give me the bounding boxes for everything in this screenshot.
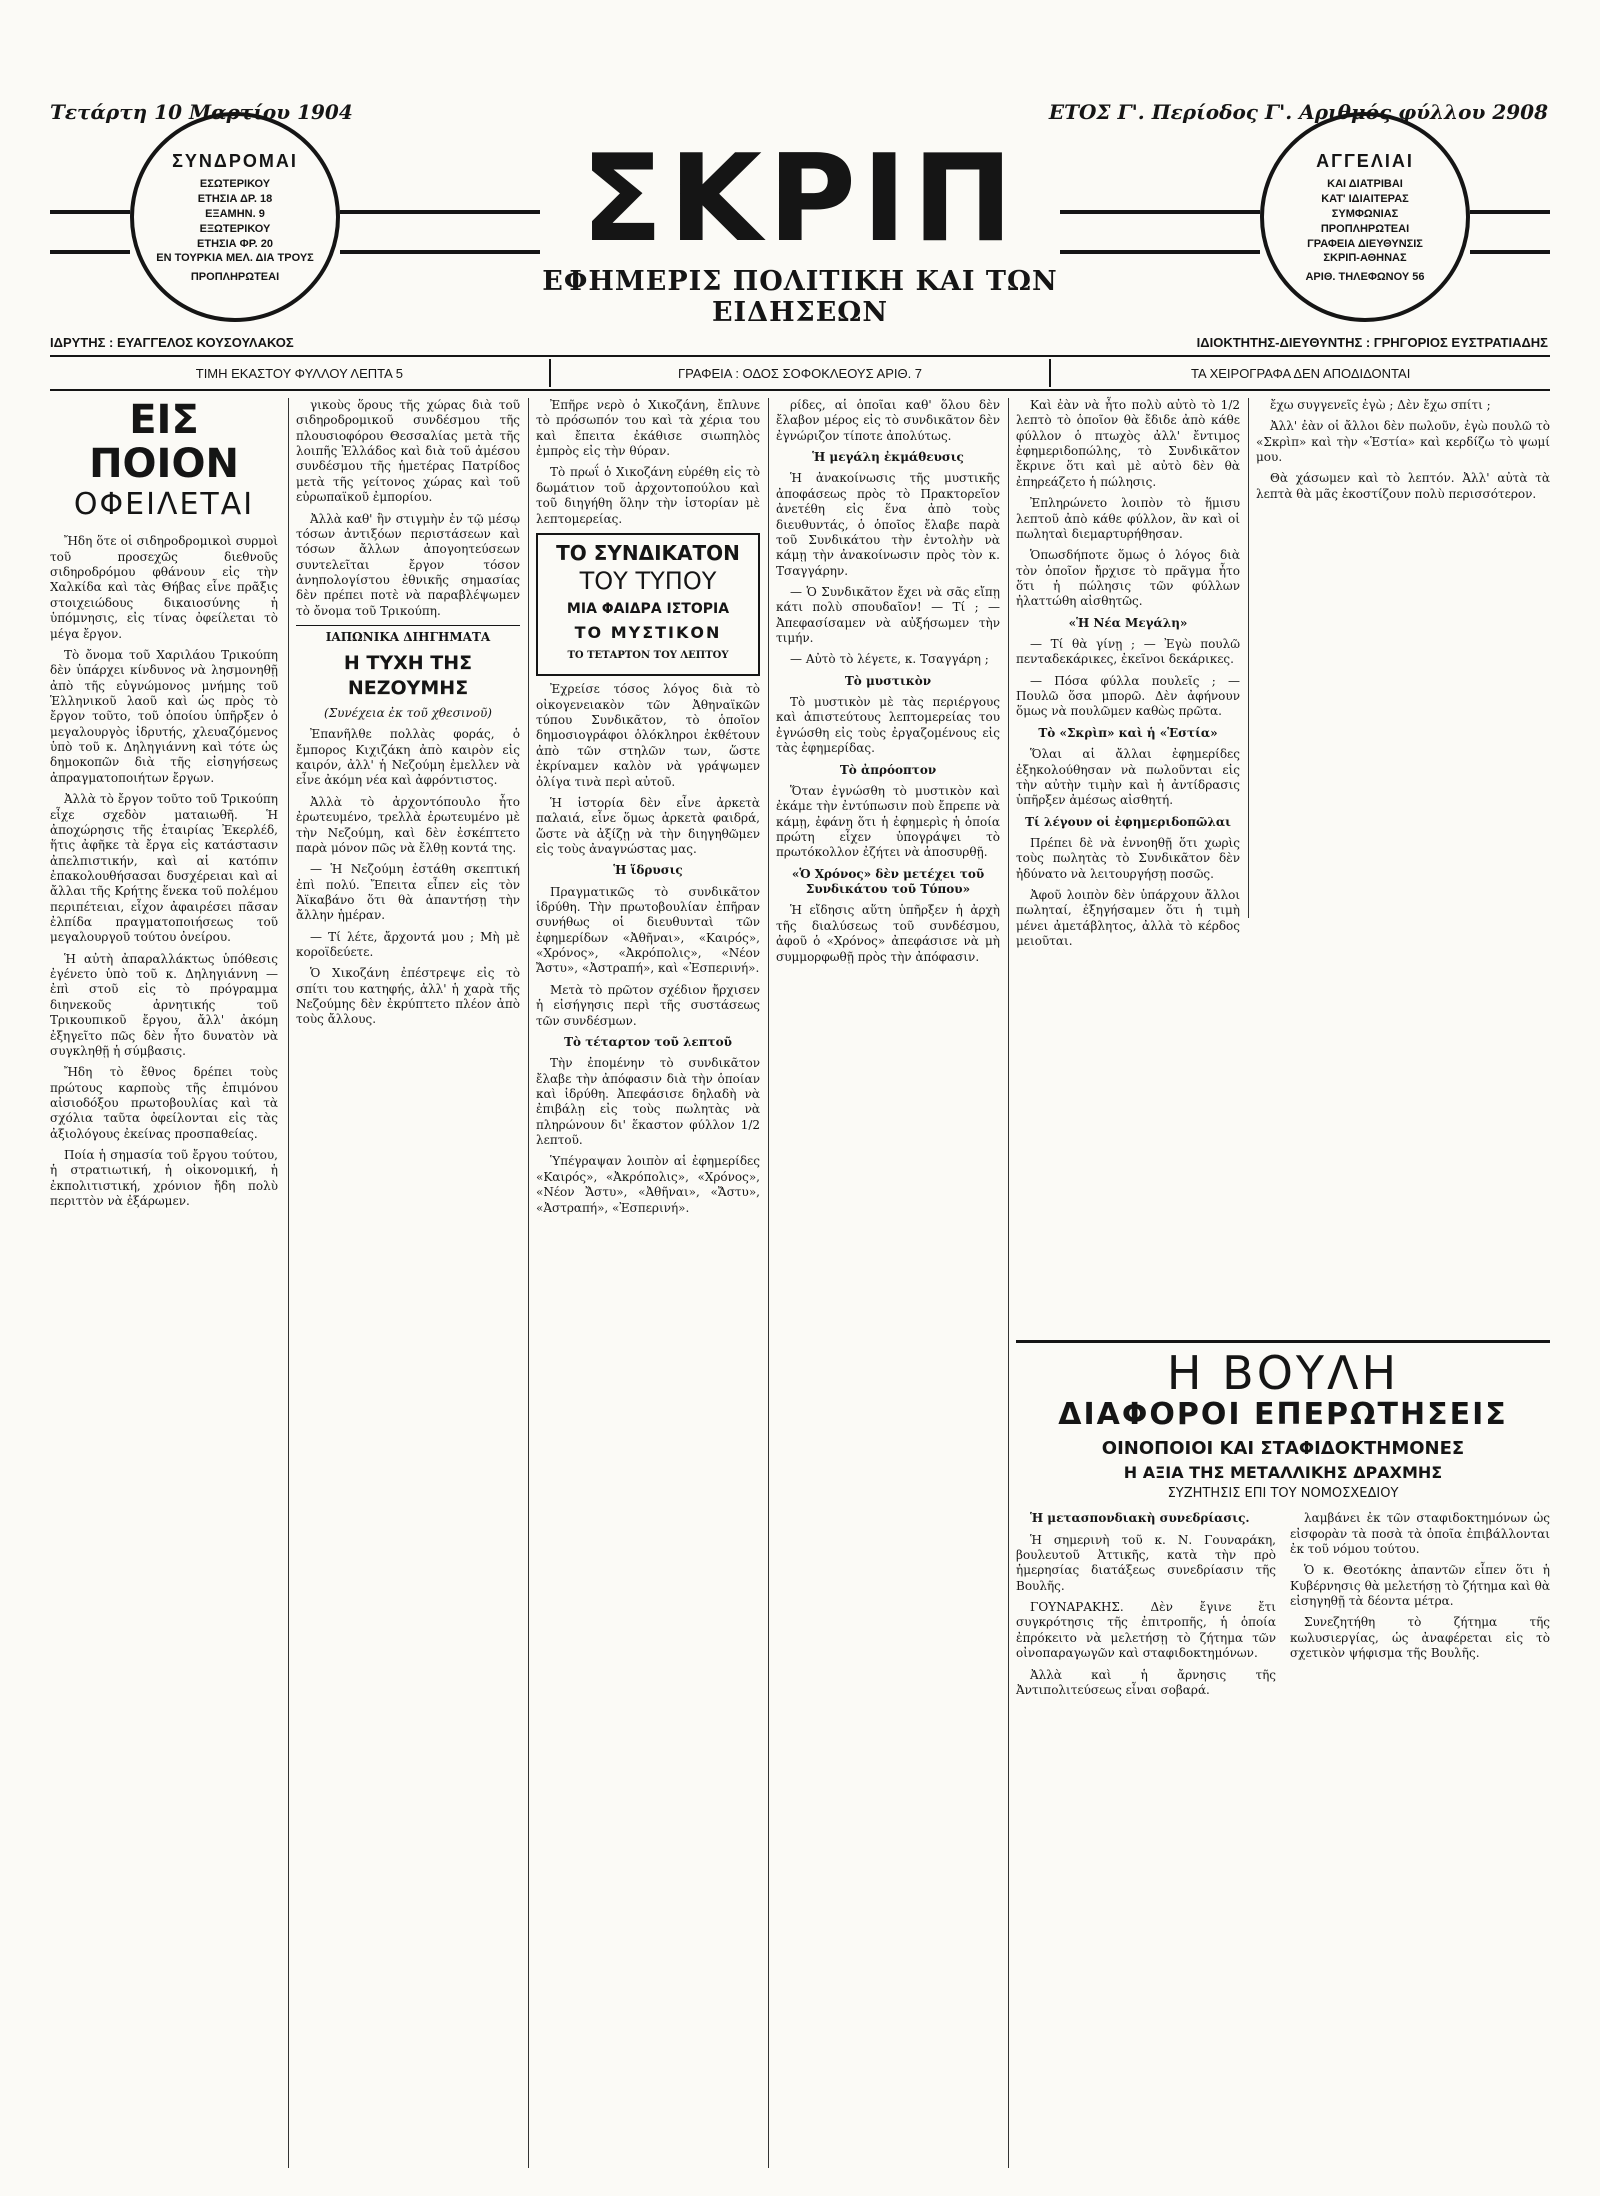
- ads-badge-bottom: ΑΡΙΘ. ΤΗΛΕΦΩΝΟΥ 56: [1305, 271, 1425, 284]
- article-paragraph: Ἀφοῦ λοιπὸν δὲν ὑπάρχουν ἄλλοι πωληταί, ἐξηγήσαμεν ὅτι ἡ τιμὴ μένει ἀμετάβλητος, ἀλλὰ τὸ κέρδος μειοῦται.: [1016, 888, 1240, 949]
- telegraph-wires-left: [340, 210, 540, 214]
- telegraph-wires-left: [340, 250, 540, 254]
- article-paragraph: Ἤδη ὅτε οἱ σιδηροδρομικοὶ συρμοὶ τοῦ προσεχῶς διεθνοῦς σιδηροδρόμου φθάνουν εἰς τὴν Χαλκίδα καὶ τὰς Θήβας εἶνε πρᾶξις στοιχειώδους δικαιοσύνης ἡ ὑπόμνησις, εἰς τίνας ὀφείλεται τὸ μέγα ἔργον.: [50, 534, 278, 641]
- info-row: [50, 355, 1550, 391]
- subscription-line: ΕΝ ΤΟΥΡΚΙΑ ΜΕΛ. ΔΙΑ ΤΡΟΥΣ: [156, 252, 314, 265]
- ads-line: ΣΥΜΦΩΝΙΑΣ: [1331, 207, 1399, 220]
- manuscripts-notice: ΤΑ ΧΕΙΡΟΓΡΑΦΑ ΔΕΝ ΑΠΟΔΙΔΟΝΤΑΙ: [1191, 365, 1411, 381]
- column-4: [776, 398, 1000, 971]
- article-paragraph: Ὅλαι αἱ ἄλλαι ἐφημερίδες ἐξηκολούθησαν νὰ πωλοῦνται εἰς τὴν αὐτὴν τιμὴν καὶ ἡ ἀντίδρασις ὑπῆρξεν ἀμέσως αἰσθητή.: [1016, 747, 1240, 808]
- bouli-body: [1016, 1511, 1550, 1704]
- subhead: Τὸ μυστικὸν: [844, 673, 932, 688]
- masthead: [540, 130, 1060, 328]
- telegraph-wires-right: [1470, 210, 1550, 214]
- column-rule: [768, 398, 769, 2168]
- article-paragraph: Ἐπληρώνετο λοιπὸν τὸ ἥμισυ λεπτοῦ ἀπὸ κάθε φύλλον, ἂν καὶ οἱ πωληταὶ διεμαρτυρήθησαν.: [1016, 496, 1240, 541]
- bouli-col-a: [1016, 1511, 1276, 1704]
- article-paragraph: Ἀλλὰ καὶ ἡ ἄρνησις τῆς Ἀντιπολιτεύσεως εἶναι σοβαρά.: [1016, 1667, 1276, 1697]
- article-paragraph: Ὑπέγραψαν λοιπὸν αἱ ἐφημερίδες «Καιρός», «Ἀκρόπολις», «Χρόνος», «Νέον Ἄστυ», «Ἀθῆναι», «Ἄστυ», «Ἀστραπή», «Ἐσπερινή».: [536, 1154, 760, 1215]
- section-label: ΙΑΠΩΝΙΚΑ ΔΙΗΓΗΜΑΤΑ: [296, 625, 520, 645]
- subhead-idrysis: Ἡ ἵδρυσις: [613, 863, 683, 878]
- story-paragraph: Ἐπανῆλθε πολλὰς φοράς, ὁ ἔμπορος Κιχιζάκη ἀπὸ καιρὸν εἰς καιρόν, ἀλλ' ἡ Νεζούμη ἐμελλεν νὰ εἶνε ἀκόμη νέα καὶ ἀφρόντιστος.: [296, 727, 520, 788]
- article-paragraph: Πρέπει δὲ νὰ ἐννοηθῇ ὅτι χωρὶς τοὺς πωλητὰς τὸ Συνδικᾶτον δὲν ἠδύνατο νὰ λειτουργήσῃ ποσῶς.: [1016, 835, 1240, 881]
- subscription-emblem: [130, 112, 340, 322]
- ads-line: ΣΚΡΙΠ-ΑΘΗΝΑΣ: [1323, 252, 1407, 265]
- ads-emblem: [1260, 112, 1470, 322]
- article-paragraph: Τὴν ἐπομένην τὸ συνδικᾶτον ἔλαβε τὴν ἀπόφασιν διὰ τὴν ὁποίαν καὶ ἱδρύθη. Ἀπεφάσισε δηλαδὴ νὰ ἐπιβάλῃ εἰς τοὺς πωλητὰς νὰ πληρώνουν δι' ἕκαστον φύλλον 1/2 λεπτοῦ.: [536, 1056, 760, 1148]
- article-paragraph: Μετὰ τὸ πρῶτον σχέδιον ἤρχισεν ἡ εἰσήγησις περὶ τῆς συστάσεως τῶν συνδέσμων.: [536, 982, 760, 1028]
- subhead-quarter: Τὸ τέταρτον τοῦ λεπτοῦ: [564, 1034, 732, 1049]
- article-paragraph: Ἡ ἀνακοίνωσις τῆς μυστικῆς ἀποφάσεως πρὸς τὸ Πρακτορεῖον ἀνετέθη εἰς ἕνα ἀπὸ τοὺς διευθυντάς, ὁ ὁποῖος ἔλαβε παρὰ τοῦ Συνδικάτου τὴν ἐντολὴν νὰ κάμῃ τὴν ἀνακοίνωσιν πρὸς τὸν κ. Τσαγγάρην.: [776, 471, 1000, 578]
- subscription-line: ΕΞΑΜΗΝ. 9: [205, 207, 265, 220]
- column-rule: [1008, 398, 1009, 2168]
- subscription-badge-bottom: ΠΡΟΠΛΗΡΩΤΕΑΙ: [190, 271, 280, 284]
- ads-line: ΚΑΙ ΔΙΑΤΡΙΒΑΙ: [1327, 178, 1403, 191]
- article-paragraph: Πραγματικῶς τὸ συνδικᾶτον ἱδρύθη. Τὴν πρωτοβουλίαν ἐπῆραν συνήθως οἱ διευθυνταὶ τῶν ἐφημερίδων «Ἀθῆναι», «Καιρός», «Χρόνος», «Ἀκρόπολις», «Νέον Ἄστυ», «Ἀστραπή», καὶ «Ἐσπερινή».: [536, 884, 760, 976]
- subscription-line: ΕΣΩΤΕΡΙΚΟΥ: [199, 178, 271, 191]
- story-note: (Συνέχεια ἐκ τοῦ χθεσινοῦ): [324, 706, 492, 721]
- headline-ofeiletai: ΟΦΕΙΛΕΤΑΙ: [73, 487, 255, 522]
- syndicate-headline-box: [536, 533, 760, 676]
- article-paragraph: Θὰ χάσωμεν καὶ τὸ λεπτόν. Ἀλλ' αὐτὰ τὰ λεπτὰ θὰ μᾶς ἐκοστίζουν πολὺ περισσότερον.: [1256, 471, 1550, 501]
- article-paragraph: ΓΟΥΝΑΡΑΚΗΣ. Δὲν ἔγινε ἔτι συγκρότησις τῆς ἐπιτροπῆς, ἡ ὁποία ἐπρόκειτο νὰ μελετήσῃ τὸ ζήτημα τῶν οἰνοπαραγωγῶν καὶ σταφιδοκτημόνων.: [1016, 1600, 1276, 1661]
- column-3: [536, 398, 760, 1222]
- masthead-title: ΣΚΡΙΠ: [581, 130, 1019, 269]
- bouli-article: [1016, 1340, 1550, 1704]
- syndicate-note: ΤΟ ΤΕΤΑΡΤΟΝ ΤΟΥ ΛΕΠΤΟΥ: [567, 649, 729, 661]
- article-paragraph: Τὸ πρωΐ ὁ Χικοζάνη εὑρέθη εἰς τὸ δωμάτιον τοῦ ἀρχοντοπούλου καὶ τοῦ διηγήθη ὅλην τὴν ἱστορίαν μὲ λεπτομερείας.: [536, 465, 760, 526]
- article-paragraph: — Τί θὰ γίνῃ ; — Ἐγὼ πουλῶ πενταδεκάρικες, ἐκεῖνοι δεκάρικες.: [1016, 637, 1240, 667]
- subhead: Τί λέγουν οἱ ἐφημεριδοπῶλαι: [1025, 814, 1231, 829]
- article-paragraph: Ἡ ἱστορία δὲν εἶνε ἀρκετὰ παλαιά, εἶνε ὅμως ἀρκετὰ φαιδρά, ὥστε νὰ ἀξίζῃ νὰ τὴν διηγηθῶμεν εἰς τοὺς ἀναγνώστας μας.: [536, 795, 760, 856]
- telegraph-wires-left: [50, 250, 130, 254]
- article-paragraph: Τὸ μυστικὸν μὲ τὰς περιέργους καὶ ἀπιστεύτους λεπτομερείας του ἐγνώσθη εἰς τοὺς ἐργαζομένους εἰς τὰς ἐφημερίδας.: [776, 695, 1000, 756]
- ads-line: ΠΡΟΠΛΗΡΩΤΕΑΙ: [1320, 222, 1410, 235]
- subhead: «Ἡ Νέα Μεγάλη»: [1068, 615, 1188, 630]
- telegraph-wires-left: [50, 210, 130, 214]
- office-label: ΓΡΑΦΕΙΑ : ΟΔΟΣ ΣΟΦΟΚΛΕΟΥΣ ΑΡΙΘ. 7: [677, 365, 923, 381]
- article-paragraph: Ὁ κ. Θεοτόκης ἀπαντῶν εἶπεν ὅτι ἡ Κυβέρνησις θὰ μελετήσῃ τὸ ζήτημα καὶ θὰ εἰσηγηθῇ τὰ δέοντα μέτρα.: [1290, 1563, 1550, 1609]
- issue-line: ΕΤΟΣ Γ'. Περίοδος Γ'. Αριθμός φύλλου 2908: [1048, 100, 1548, 124]
- bouli-title: Η ΒΟΥΛΗ: [1166, 1346, 1400, 1400]
- ads-badge: [1260, 112, 1470, 322]
- article-paragraph: Τὸ ὄνομα τοῦ Χαριλάου Τρικούπη δὲν ὑπάρχει κίνδυνος νὰ λησμονηθῇ ἀπὸ τῆς εὐγνώμονος μνήμης τοῦ Ἑλληνικοῦ λαοῦ καὶ ὡς πρὸς τὸ ἔργον τοῦτο, τοῦ ὁποίου ὑπῆρξεν ὁ μεγαλουργὸς ἰδρυτής, χλευαζόμενος ὑπὸ τοῦ κ. Δηληγιάννη καὶ τότε ὡς δημοκοπῶν διὰ τῆς εἰσηγήσεως ἀπραγματοποιήτων ἔργων.: [50, 647, 278, 785]
- syndicate-title-b: ΤΟΥ ΤΥΠΟΥ: [579, 567, 717, 596]
- column-rule: [528, 398, 529, 2168]
- ads-line: ΚΑΤ' ΙΔΙΑΙΤΕΡΑΣ: [1321, 193, 1409, 206]
- article-paragraph: Ἀλλ' ἐὰν οἱ ἄλλοι δὲν πωλοῦν, ἐγὼ πουλῶ τὸ «Σκρὶπ» καὶ τὴν «Ἑστία» καὶ κερδίζω τὸ ψωμί μου.: [1256, 419, 1550, 465]
- subhead: Τὸ ἀπρόοπτον: [839, 762, 937, 777]
- subscription-badge-title: ΣΥΝΔΡΟΜΑΙ: [172, 150, 298, 171]
- founder-line: ΙΔΡΥΤΗΣ : ΕΥΑΓΓΕΛΟΣ ΚΟΥΣΟΥΛΑΚΟΣ: [50, 335, 294, 350]
- syndicate-title: ΤΟ ΣΥΝΔΙΚΑΤΟΝ: [556, 540, 740, 565]
- article-paragraph: Ἀλλὰ καθ' ἣν στιγμὴν ἐν τῷ μέσῳ τόσων ἀντιξόων περιστάσεων καὶ τόσων ἄλλων ἀπογοητεύσεων συντελεῖται ἔργον τόσον ἀνηπολογίστου ἐθνικῆς σημασίας δὲν πρέπει ποτὲ νὰ παραβλέψωμεν τὸ ὄνομα τοῦ Τρικούπη.: [296, 511, 520, 618]
- article-paragraph: ρίδες, αἱ ὁποῖαι καθ' ὅλου δὲν ἔλαβον μέρος εἰς τὸ συνδικᾶτον δὲν ἐγνώριζον τίποτε ἀπολύτως.: [776, 398, 1000, 443]
- telegraph-wires-right: [1060, 210, 1260, 214]
- ads-badge-title: ΑΓΓΕΛΙΑΙ: [1316, 150, 1414, 171]
- subhead: Ἡ μεγάλη ἐκμάθευσις: [812, 450, 964, 465]
- bouli-line-3: ΣΥΖΗΤΗΣΙΣ ΕΠΙ ΤΟΥ ΝΟΜΟΣΧΕΔΙΟΥ: [1167, 1486, 1399, 1502]
- column-2: [296, 398, 520, 1034]
- story-paragraph: — Τί λέτε, ἄρχοντά μου ; Μὴ μὲ κοροϊδεύετε.: [296, 929, 520, 960]
- article-paragraph: Καὶ ἐὰν νὰ ἦτο πολὺ αὐτὸ τὸ 1/2 λεπτὸ τὸ ὁποῖον θὰ ἔδιδε ἀπὸ κάθε φύλλον ὁ πτωχὸς ἀλλ' ἔντιμος ἐφημεριδοπώλης, τὸ Συνδικᾶτον ἔκρινε ὅτι καὶ μὲ αὐτὸ δὲν θὰ ἐπηρεάζετο ἡ πώλησις.: [1016, 398, 1240, 489]
- bouli-line-1: ΟΙΝΟΠΟΙΟΙ ΚΑΙ ΣΤΑΦΙΔΟΚΤΗΜΟΝΕΣ: [1101, 1438, 1465, 1460]
- telegraph-wires-right: [1060, 250, 1260, 254]
- telegraph-wires-right: [1470, 250, 1550, 254]
- article-paragraph: Ἡ εἴδησις αὕτη ὑπῆρξεν ἡ ἀρχὴ τῆς διαλύσεως τοῦ συνδέσμου, ἀφοῦ ὁ «Χρόνος» ἀπεφάσισε νὰ μὴ συμμορφωθῇ πρὸς τὴν ἀπόφασιν.: [776, 903, 1000, 964]
- column-rule: [1248, 398, 1249, 918]
- story-paragraph: Ἀλλὰ τὸ ἀρχοντόπουλο ἦτο ἐρωτευμένο, τρελλὰ ἐρωτευμένο μὲ τὴν Νεζούμη, καὶ δὲν ἐσκέπτετο παρὰ μόνον πῶς νὰ ἔλθῃ κοντά της.: [296, 794, 520, 855]
- subscription-line: ΕΤΗΣΙΑ ΦΡ. 20: [197, 237, 273, 250]
- article-paragraph: Ποία ἡ σημασία τοῦ ἔργου τούτου, ἡ στρατιωτική, ἡ οἰκονομική, ἡ ἐκπολιτιστική, χρόνιον ἤδη πολὺ περιττὸν νὰ ἐξάρωμεν.: [50, 1148, 278, 1209]
- article-paragraph: — Πόσα φύλλα πουλεῖς ; — Πουλῶ ὅσα μπορῶ. Δὲν ἀφήνουν ὅμως νὰ πουλῶμεν καθὼς πρῶτα.: [1016, 673, 1240, 719]
- masthead-subtitle: ΕΦΗΜΕΡΙΣ ΠΟΛΙΤΙΚΗ ΚΑΙ ΤΩΝ ΕΙΔΗΣΕΩΝ: [542, 266, 1058, 328]
- article-paragraph: Ἡ σημερινὴ τοῦ κ. Ν. Γουναράκη, βουλευτοῦ Ἀττικῆς, κατὰ τὴν πρὸ ἡμερησίας διατάξεως συνεδρίασιν τῆς Βουλῆς.: [1016, 1532, 1276, 1593]
- owner-line: ΙΔΙΟΚΤΗΤΗΣ-ΔΙΕΥΘΥΝΤΗΣ : ΓΡΗΓΟΡΙΟΣ ΕΥΣΤΡΑΤΙΑΔΗΣ: [1196, 335, 1548, 350]
- column-6: [1256, 398, 1550, 508]
- article-paragraph: Ἐχρείσε τόσος λόγος διὰ τὸ οἰκογενειακὸν τῶν Ἀθηναϊκῶν τύπου Συνδικᾶτον, τὸ ὁποῖον δημοσιογράφοι ὁλόκληροι ἐκθέτουν ἀπὸ τῶν στηλῶν των, ὥστε ἐκρίναμεν καλὸν νὰ γράψωμεν ὀλίγα τινὰ περὶ αὐτοῦ.: [536, 682, 760, 789]
- article-paragraph: ἔχω συγγενεῖς ἐγὼ ; Δὲν ἔχω σπίτι ;: [1270, 398, 1491, 412]
- article-paragraph: Ἤδη τὸ ἔθνος δρέπει τοὺς πρώτους καρποὺς τῆς ἐπιμόνου αἰσιοδόξου πρωτοβουλίας καὶ τὰ σχόλια ταῦτα ὀφείλονται εἰς τὰς ἀξιολόγους ἐκείνας προσπαθείας.: [50, 1065, 278, 1141]
- article-paragraph: Ἡ αὐτὴ ἀπαραλλάκτως ὑπόθεσις ἐγένετο ὑπὸ τοῦ κ. Δηληγιάννη — ἐπὶ στοῦ εἰς τὸ πρόγραμμα διηνεκοῦς ἀρνητικής τοῦ Τρικουπικοῦ ἔργου, ἄλλ' ἀκόμη ἐξηγεῖτο πῶς δὲν ἦτο δυνατὸν νὰ συγκληθῇ ἡ σύμβασις.: [50, 951, 278, 1058]
- ads-line: ΓΡΑΦΕΙΑ ΔΙΕΥΘΥΝΣΙΣ: [1307, 237, 1423, 250]
- syndicate-secret: ΤΟ ΜΥΣΤΙΚΟΝ: [574, 623, 722, 643]
- article-paragraph: — Ὁ Συνδικᾶτον ἔχει νὰ σᾶς εἴπῃ κάτι πολὺ σπουδαῖον! — Τί ; — Ἀπεφασίσαμεν νὰ αὐξήσωμεν τὴν τιμήν.: [776, 584, 1000, 646]
- subhead: «Ὁ Χρόνος» δὲν μετέχει τοῦ Συνδικάτου τοῦ Τύπου»: [791, 866, 985, 897]
- article-paragraph: Ἐπῆρε νερὸ ὁ Χικοζάνη, ἔπλυνε τὸ πρόσωπόν του καὶ τὰ χέρια του καὶ ἔπειτα ἐκάθισε σιωπηλὸς ἐμπρὸς εἰς τὴν θύραν.: [536, 398, 760, 459]
- story-paragraph: — Ἡ Νεζούμη ἐστάθη σκεπτική ἐπὶ πολύ. Ἔπειτα εἶπεν εἰς τὸν Ἀϊκαβάνο ὅτι θὰ ἀπαντήσῃ τὴν ἄλλην ἡμέραν.: [296, 862, 520, 923]
- dateline: Τετάρτη 10 Μαρτίου 1904: [50, 100, 353, 124]
- article-paragraph: γικοὺς ὅρους τῆς χώρας διὰ τοῦ σιδηροδρομικοῦ συνδέσμου τῆς πλουσιοφόρου Θεσσαλίας μετὰ τῆς λοιπῆς Ἑλλάδος καὶ διὰ τοῦ ἀμέσου συνδέσμου τῆς ἡμετέρας Πατρίδος μετὰ τῆς γείτονος χώρας καὶ τοῦ εὐρωπαϊκοῦ ἐμπορίου.: [296, 398, 520, 505]
- article-paragraph: Ὁπωσδήποτε ὅμως ὁ λόγος διὰ τὸν ὁποῖον ἤρχισε τὸ πρᾶγμα ἦτο ὅτι ἡ πώλησις τῶν φύλλων ἠλαττώθη αἰσθητῶς.: [1016, 548, 1240, 609]
- subscription-line: ΕΞΩΤΕΡΙΚΟΥ: [199, 222, 271, 235]
- bouli-subtitle: ΔΙΑΦΟΡΟΙ ΕΠΕΡΩΤΗΣΕΙΣ: [1058, 1397, 1508, 1433]
- story-title: Η ΤΥΧΗ ΤΗΣ ΝΕΖΟΥΜΗΣ: [343, 652, 473, 699]
- subhead: Τὸ «Σκρὶπ» καὶ ἡ «Ἑστία»: [1038, 725, 1218, 740]
- column-5: [1016, 398, 1240, 956]
- price-label: ΤΙΜΗ ΕΚΑΣΤΟΥ ΦΥΛΛΟΥ ΛΕΠΤΑ 5: [195, 365, 403, 381]
- article-paragraph: Ἡ μετασπονδιακὴ συνεδρίασις.: [1030, 1511, 1250, 1526]
- bouli-col-b: [1290, 1511, 1550, 1704]
- headline-eis-poion: ΕΙΣ ΠΟΙΟΝ: [89, 397, 239, 487]
- syndicate-subtitle: ΜΙΑ ΦΑΙΔΡΑ ΙΣΤΟΡΙΑ: [566, 601, 730, 618]
- subscription-badge: [130, 112, 340, 322]
- article-paragraph: Ἀλλὰ τὸ ἔργον τοῦτο τοῦ Τρικούπη εἶχε σχεδὸν ματαιωθῆ. Ἡ ἀποχώρησις τῆς ἑταιρίας Ἐκερλέδ, ἥτις ἀφῆκε τὰ ἔργα εἰς κατάστασιν ἀπελπιστικήν, καὶ αἱ κατόπιν ἐπακολουθήσασαι δυσχέρειαι καὶ αἱ ἄλλαι τῆς Κρήτης ἕνεκα τοῦ πολέμου περιπέτειαι, εἶχον ἀφαιρέσει πᾶσαν ἐλπίδα πραγματοποιήσεως τοῦ μεγαλουργοῦ τούτου ὀνείρου.: [50, 792, 278, 945]
- article-paragraph: Συνεζητήθη τὸ ζήτημα τῆς κωλυσιεργίας, ὡς ἀναφέρεται εἰς τὸ σχετικὸν ψήφισμα τῆς Βουλῆς.: [1290, 1615, 1550, 1661]
- article-paragraph: — Αὐτὸ τὸ λέγετε, κ. Τσαγγάρη ;: [790, 652, 989, 667]
- article-paragraph: Ὅταν ἐγνώσθη τὸ μυστικὸν καὶ ἐκάμε τὴν ἐντύπωσιν ποὺ ἔπρεπε νὰ κάμῃ, ἐφάνη ὅτι ἡ ἐφημερὶς ἡ ὁποία πρώτη εἶχεν ὑπογράψει τὸ πρωτόκολλον ἐζήτει νὰ ἀποσυρθῇ.: [776, 783, 1000, 860]
- article-paragraph: λαμβάνει ἐκ τῶν σταφιδοκτημόνων ὡς εἰσφορὰν τὰ ποσὰ τὰ ὁποῖα ἐπιβάλλονται ἐκ τοῦ νόμου τούτου.: [1290, 1511, 1550, 1557]
- subscription-line: ΕΤΗΣΙΑ ΔΡ. 18: [197, 193, 273, 206]
- column-rule: [288, 398, 289, 2168]
- column-1: [50, 398, 278, 1215]
- bouli-line-2: Η ΑΞΙΑ ΤΗΣ ΜΕΤΑΛΛΙΚΗΣ ΔΡΑΧΜΗΣ: [1123, 1463, 1443, 1483]
- story-paragraph: Ὁ Χικοζάνη ἐπέστρεψε εἰς τὸ σπίτι του κατηφής, ἀλλ' ἡ χαρὰ τῆς Νεζούμης δὲν ἐκρύπτετο πλέον ἀπὸ τοὺς ἄλλους.: [296, 966, 520, 1027]
